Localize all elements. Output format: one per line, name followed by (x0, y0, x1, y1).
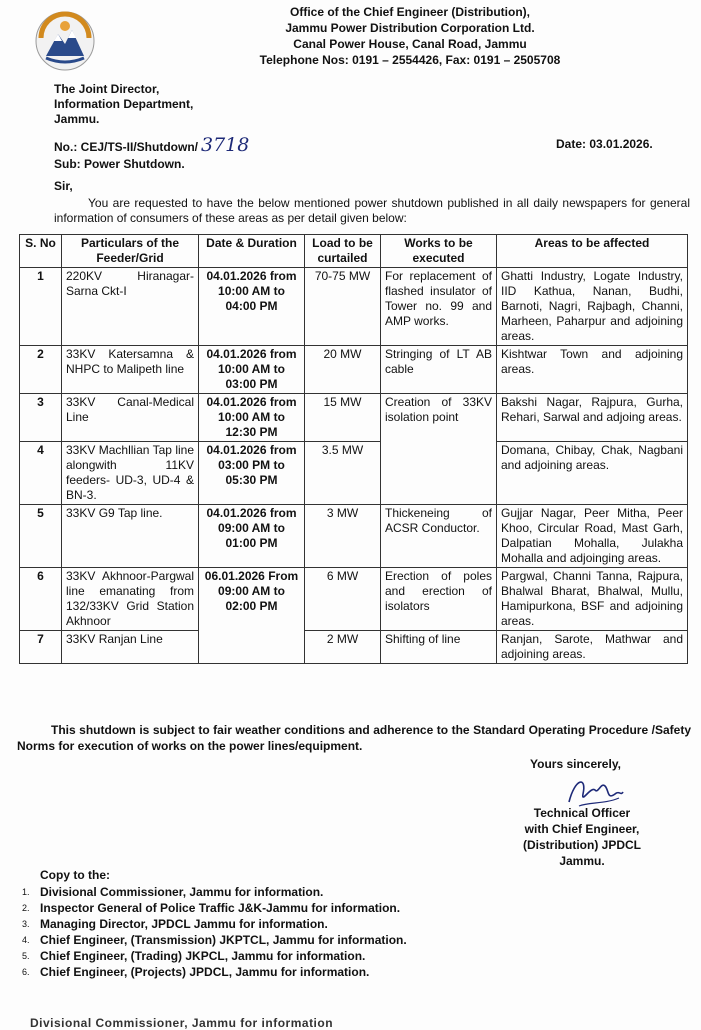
list-item (22, 884, 407, 900)
cell-feeder: 33KV Machllian Tap line alongwith 11KV feeders- UD-3, UD-4 & BN-3. (62, 442, 199, 505)
body-paragraph: You are requested to have the below mentioned power shutdown published in all daily newspapers for general information of consumers of these areas as per detail given below: (54, 196, 690, 225)
letterhead-line: Office of the Chief Engineer (Distribution), (290, 5, 530, 19)
addressee-block (54, 82, 193, 127)
list-number: 3. (22, 919, 30, 929)
table-row (20, 505, 688, 568)
cell-load: 6 MW (305, 568, 381, 631)
list-item (22, 900, 407, 916)
handwritten-number: 3718 (201, 134, 250, 156)
table-header-row (20, 235, 688, 268)
list-item (22, 964, 407, 980)
table-row (20, 568, 688, 631)
cell-sno: 7 (20, 631, 62, 664)
addressee-line: Information Department, (54, 97, 194, 111)
next-page-bleed-text: Divisional Commissioner, Jammu for information (30, 1016, 334, 1030)
cell-date: 04.01.2026 from 10:00 AM to 12:30 PM (199, 394, 305, 442)
conditions-note: This shutdown is subject to fair weather conditions and adherence to the Standard Operating Procedure /Safety Norms for execution of works on the power lines/equipment. (17, 723, 691, 753)
header-load: Load to be curtailed (305, 235, 381, 268)
cell-date: 04.01.2026 from 10:00 AM to 04:00 PM (199, 268, 305, 346)
cell-sno: 6 (20, 568, 62, 631)
cell-areas: Ghatti Industry, Logate Industry, IID Kathua, Nanan, Budhi, Barnoti, Nagri, Rajbagh, Channi, Marheen, Paharpur and adjoining areas. (497, 268, 688, 346)
list-text: Divisional Commissioner, Jammu for information. (40, 885, 324, 899)
signatory-block (520, 805, 644, 869)
cell-areas: Pargwal, Channi Tanna, Rajpura, Bhalwal Bharat, Bhalwal, Mullu, Hamipurkona, BSF and adjoining areas. (497, 568, 688, 631)
list-text: Chief Engineer, (Projects) JPDCL, Jammu for information. (40, 965, 370, 979)
cell-load: 20 MW (305, 346, 381, 394)
list-text: Chief Engineer, (Transmission) JKPTCL, Jammu for information. (40, 933, 407, 947)
list-number: 6. (22, 967, 30, 977)
header-works: Works to be executed (381, 235, 497, 268)
signatory-line: (Distribution) JPDCL (523, 838, 641, 852)
reference-number (54, 134, 249, 156)
cell-feeder: 33KV Canal-Medical Line (62, 394, 199, 442)
list-text: Chief Engineer, (Trading) JKPCL, Jammu for information. (40, 949, 366, 963)
addressee-line: Jammu. (54, 112, 100, 126)
cell-sno: 2 (20, 346, 62, 394)
cell-sno: 4 (20, 442, 62, 505)
cell-areas: Bakshi Nagar, Rajpura, Gurha, Rehari, Sarwal and adjoing areas. (497, 394, 688, 442)
list-text: Managing Director, JPDCL Jammu for information. (40, 917, 328, 931)
cell-works: For replacement of flashed insulator of Tower no. 99 and AMP works. (381, 268, 497, 346)
cell-date: 04.01.2026 from 10:00 AM to 03:00 PM (199, 346, 305, 394)
letterhead (180, 4, 640, 68)
cell-areas: Domana, Chibay, Chak, Nagbani and adjoining areas. (497, 442, 688, 505)
cell-areas: Gujjar Nagar, Peer Mitha, Peer Khoo, Circular Road, Mast Garh, Dalpatian Mohalla, Julakha Mohalla and adjoinging areas. (497, 505, 688, 568)
signatory-line: Technical Officer (533, 806, 631, 820)
table-row (20, 631, 688, 664)
cell-date: 06.01.2026 From 09:00 AM to 02:00 PM (199, 568, 305, 664)
cell-load: 15 MW (305, 394, 381, 442)
cell-feeder: 33KV Ranjan Line (62, 631, 199, 664)
cell-feeder: 33KV Katersamna & NHPC to Malipeth line (62, 346, 199, 394)
list-item (22, 916, 407, 932)
table-row (20, 346, 688, 394)
header-areas: Areas to be affected (497, 235, 688, 268)
letterhead-line: Canal Power House, Canal Road, Jammu (293, 37, 527, 51)
list-number: 5. (22, 951, 30, 961)
reference-label: No.: CEJ/TS-II/Shutdown/ (54, 140, 198, 154)
cell-load: 3 MW (305, 505, 381, 568)
cell-works: Creation of 33KV isolation point (381, 394, 497, 505)
cell-date: 04.01.2026 from 09:00 AM to 01:00 PM (199, 505, 305, 568)
cell-sno: 1 (20, 268, 62, 346)
list-text: Inspector General of Police Traffic J&K-Jammu for information. (40, 901, 401, 915)
table-row (20, 268, 688, 346)
list-item (22, 932, 407, 948)
shutdown-schedule-table (19, 234, 688, 664)
cell-areas: Kishtwar Town and adjoining areas. (497, 346, 688, 394)
salutation: Sir, (54, 179, 73, 193)
cell-load: 3.5 MW (305, 442, 381, 505)
cell-areas: Ranjan, Sarote, Mathwar and adjoining areas. (497, 631, 688, 664)
header-date: Date & Duration (199, 235, 305, 268)
subject-line: Sub: Power Shutdown. (54, 157, 185, 171)
cell-load: 2 MW (305, 631, 381, 664)
cell-load: 70-75 MW (305, 268, 381, 346)
cell-works: Erection of poles and erection of isolators (381, 568, 497, 631)
cell-feeder: 220KV Hiranagar-Sarna Ckt-I (62, 268, 199, 346)
jpdcl-logo-icon (34, 10, 96, 72)
header-feeder: Particulars of the Feeder/Grid (62, 235, 199, 268)
signatory-line: with Chief Engineer, (524, 822, 640, 836)
list-item (22, 948, 407, 964)
letter-date: Date: 03.01.2026. (556, 137, 653, 151)
cell-works: Stringing of LT AB cable (381, 346, 497, 394)
table-row (20, 394, 688, 442)
copy-to-list (22, 884, 407, 980)
signatory-line: Jammu. (559, 854, 605, 868)
cell-feeder: 33KV G9 Tap line. (62, 505, 199, 568)
cell-sno: 5 (20, 505, 62, 568)
cell-works: Thickeneing of ACSR Conductor. (381, 505, 497, 568)
list-number: 4. (22, 935, 30, 945)
list-number: 1. (22, 887, 30, 897)
copy-to-title: Copy to the: (40, 868, 110, 882)
cell-date: 04.01.2026 from 03:00 PM to 05:30 PM (199, 442, 305, 505)
cell-sno: 3 (20, 394, 62, 442)
addressee-line: The Joint Director, (54, 82, 160, 96)
cell-feeder: 33KV Akhnoor-Pargwal line emanating from 132/33KV Grid Station Akhnoor (62, 568, 199, 631)
letterhead-phone: Telephone Nos: 0191 – 2554426, Fax: 0191 – 2505708 (259, 53, 561, 67)
closing: Yours sincerely, (530, 757, 621, 771)
table-row (20, 442, 688, 505)
header-sno: S. No (20, 235, 62, 268)
cell-works: Shifting of line (381, 631, 497, 664)
letterhead-line: Jammu Power Distribution Corporation Ltd. (285, 21, 535, 35)
list-number: 2. (22, 903, 30, 913)
